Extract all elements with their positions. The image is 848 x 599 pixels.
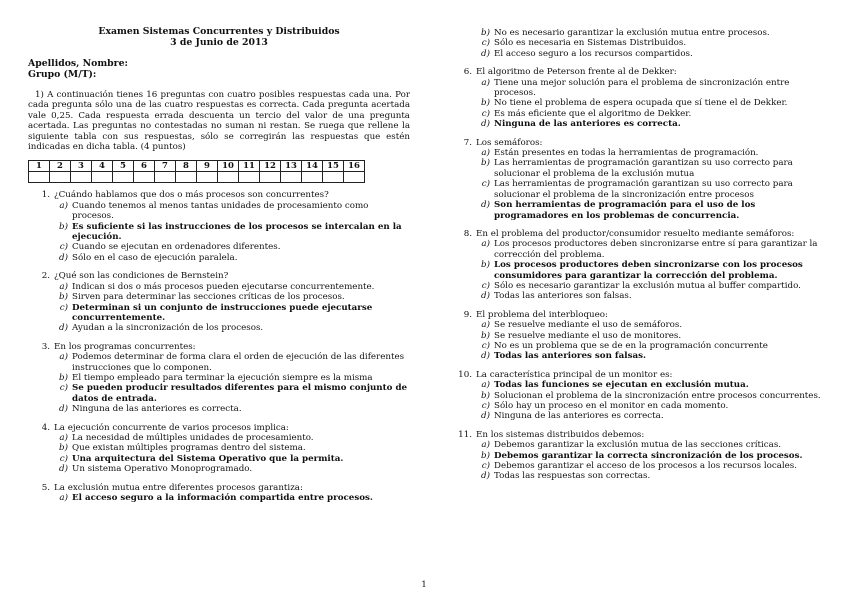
answer-option: [476, 98, 822, 108]
answer-option: [476, 331, 822, 341]
question-continuation: [450, 28, 822, 59]
question: [28, 342, 410, 415]
option-label: a): [481, 320, 490, 331]
answer-option: [54, 373, 410, 383]
answer-table-header-cell: 8: [176, 161, 197, 172]
apellidos-label: Apellidos, Nombre:: [28, 58, 128, 69]
answer-cell[interactable]: [239, 172, 260, 183]
question-text: En los programas concurrentes:: [54, 341, 196, 352]
question: [28, 483, 410, 504]
answer-option: [54, 454, 410, 464]
question-text: El problema del interbloqueo:: [476, 309, 608, 320]
question-number: 6.: [463, 67, 472, 78]
option-text: Los procesos productores deben sincronizarse entre sí para garantizar la corrección del problema.: [494, 239, 818, 260]
answer-option: [54, 493, 410, 503]
correct-option-text: Debemos garantizar la correcta sincronización de los procesos.: [494, 450, 803, 461]
option-text: Todas las anteriores son falsas.: [494, 291, 632, 302]
answer-cell[interactable]: [176, 172, 197, 183]
option-list: [476, 380, 822, 422]
option-text: Es más eficiente que el algoritmo de Dekker.: [494, 108, 692, 119]
option-text: Podemos determinar de forma clara el orden de ejecución de las diferentes instrucciones que lo componen.: [72, 352, 405, 373]
option-text: La necesidad de múltiples unidades de procesamiento.: [72, 432, 314, 443]
option-list: [54, 352, 410, 414]
option-label: c): [59, 242, 68, 253]
answer-table-header-cell: 16: [344, 161, 365, 172]
answer-cell[interactable]: [281, 172, 302, 183]
option-text: Sólo en el caso de ejecución paralela.: [72, 252, 238, 263]
correct-option-text: Se pueden producir resultados diferentes para el mismo conjunto de datos de entrada.: [72, 383, 408, 404]
answer-option: [54, 201, 410, 222]
answer-option: [476, 391, 822, 401]
option-label: b): [481, 98, 490, 109]
option-label: b): [59, 372, 68, 383]
question: [450, 370, 822, 422]
answer-option: [476, 179, 822, 200]
answer-option: [476, 440, 822, 450]
answer-option: [476, 158, 822, 179]
option-label: a): [481, 77, 490, 88]
option-list: [54, 282, 410, 334]
option-label: c): [481, 179, 490, 190]
answer-option: [54, 303, 410, 324]
option-label: a): [481, 380, 490, 391]
option-text: El acceso seguro a los recursos compartidos.: [494, 48, 693, 59]
correct-option-text: Los procesos productores deben sincronizarse con los procesos consumidores para garantizar la corrección del problema.: [494, 260, 803, 281]
answer-table-input-row: [29, 172, 365, 183]
question: [450, 67, 822, 129]
right-column: [450, 28, 822, 482]
answer-table-header-cell: 6: [134, 161, 155, 172]
answer-table-header-cell: 11: [239, 161, 260, 172]
option-label: c): [59, 383, 68, 394]
question-number: 11.: [458, 429, 472, 440]
answer-option: [54, 383, 410, 404]
option-text: Indican si dos o más procesos pueden ejecutarse concurrentemente.: [72, 281, 375, 292]
question-text: ¿Cuándo hablamos que dos o más procesos son concurrentes?: [54, 190, 329, 201]
correct-option-text: Todas las funciones se ejecutan en exclusión mutua.: [494, 380, 749, 391]
left-column: [28, 26, 410, 503]
answer-option: [476, 119, 822, 129]
answer-option: [476, 200, 822, 221]
option-label: c): [481, 401, 490, 411]
answer-option: [476, 78, 822, 99]
question-number: 10.: [458, 369, 472, 380]
option-label: a): [59, 432, 68, 443]
answer-option: [54, 433, 410, 443]
option-label: a): [59, 352, 68, 363]
option-label: a): [59, 200, 68, 211]
option-list: [54, 201, 410, 263]
answer-table-header-cell: 7: [155, 161, 176, 172]
answer-cell[interactable]: [155, 172, 176, 183]
answer-option: [476, 239, 822, 260]
question-number: 7.: [463, 137, 472, 148]
option-label: d): [481, 48, 490, 59]
option-text: Debemos garantizar la exclusión mutua de las secciones críticas.: [494, 440, 782, 451]
option-text: Ayudan a la sincronización de los procesos.: [72, 323, 264, 334]
answer-option: [54, 253, 410, 263]
option-label: b): [481, 330, 490, 341]
option-label: a): [59, 493, 68, 503]
answer-cell[interactable]: [71, 172, 92, 183]
question-stem: [28, 342, 410, 352]
option-list: [476, 78, 822, 130]
answer-option: [476, 49, 822, 59]
option-text: Que existan múltiples programas dentro del sistema.: [72, 443, 306, 454]
answer-table-header-cell: 4: [92, 161, 113, 172]
option-label: c): [481, 108, 490, 119]
answer-table-header-cell: 1: [29, 161, 50, 172]
answer-table-header-cell: 12: [260, 161, 281, 172]
answer-table-header-cell: 2: [50, 161, 71, 172]
question-number: 2.: [41, 271, 50, 282]
question-number: 3.: [41, 341, 50, 352]
option-text: Ninguna de las anteriores es correcta.: [494, 411, 664, 422]
question-text: Los semáforos:: [476, 137, 543, 148]
option-label: b): [481, 158, 490, 169]
question: [28, 271, 410, 333]
answer-table-header-cell: 3: [71, 161, 92, 172]
question: [28, 190, 410, 263]
answer-option: [476, 461, 822, 471]
answer-option: [476, 260, 822, 281]
answer-option: [54, 443, 410, 453]
answer-table-header-cell: 10: [218, 161, 239, 172]
option-label: a): [481, 148, 490, 159]
question-text: En los sistemas distribuidos debemos:: [476, 429, 645, 440]
answer-option: [54, 352, 410, 373]
question-stem: [28, 190, 410, 200]
option-text: Debemos garantizar el acceso de los procesos a los recursos locales.: [494, 461, 798, 472]
answer-cell[interactable]: [260, 172, 281, 183]
question-stem: [28, 271, 410, 281]
question-text: La característica principal de un monitor es:: [476, 369, 673, 380]
option-text: Las herramientas de programación garantizan su uso correcto para solucionar el problema de la sincronización entre procesos: [494, 179, 793, 200]
option-list: [476, 239, 822, 301]
question-number: 8.: [463, 228, 472, 239]
question-text: En el problema del productor/consumidor resuelto mediante semáforos:: [476, 228, 795, 239]
answer-option: [476, 28, 822, 38]
option-text: Cuando se ejecutan en ordenadores diferentes.: [72, 242, 281, 253]
answer-option: [54, 404, 410, 414]
answer-cell[interactable]: [29, 172, 50, 183]
option-text: Las herramientas de programación garantizan su uso correcto para solucionar el problema de la exclusión mutua: [494, 158, 793, 179]
option-text: No tiene el problema de espera ocupada que sí tiene el de Dekker.: [494, 98, 788, 109]
option-text: Tiene una mejor solución para el problema de sincronización entre procesos.: [494, 77, 790, 99]
answer-option: [476, 351, 822, 361]
question: [450, 138, 822, 221]
correct-option-text: Determinan si un conjunto de instrucciones puede ejecutarse concurrentemente.: [72, 302, 373, 323]
question-stem: [450, 229, 822, 239]
option-label: d): [481, 119, 490, 130]
option-label: b): [481, 260, 490, 271]
option-label: d): [59, 464, 68, 475]
question: [450, 430, 822, 482]
option-label: d): [59, 252, 68, 263]
answer-cell[interactable]: [113, 172, 134, 183]
correct-option-text: Es suficiente si las instrucciones de los procesos se intercalan en la ejecución.: [72, 221, 402, 243]
option-label: c): [481, 340, 490, 351]
question-number: 5.: [41, 482, 50, 493]
option-label: c): [59, 302, 68, 313]
option-text: Sólo es necesaria en Sistemas Distribuidos.: [494, 38, 687, 49]
exam-title: Examen Sistemas Concurrentes y Distribuidos: [98, 26, 340, 37]
question-stem: [28, 483, 410, 493]
correct-option-text: Una arquitectura del Sistema Operativo que la permita.: [72, 453, 344, 464]
page-number: 1: [421, 580, 427, 590]
option-label: d): [481, 411, 490, 422]
option-label: b): [481, 450, 490, 461]
answer-option: [476, 411, 822, 421]
answer-table-header-cell: 13: [281, 161, 302, 172]
answer-table-header-cell: 5: [113, 161, 134, 172]
option-label: c): [481, 38, 490, 49]
question-stem: [450, 310, 822, 320]
option-list: [54, 493, 410, 503]
answer-option: [476, 401, 822, 411]
option-text: Un sistema Operativo Monoprogramado.: [72, 464, 253, 475]
option-list: [476, 440, 822, 482]
question: [450, 229, 822, 302]
answer-cell[interactable]: [302, 172, 323, 183]
option-label: b): [481, 390, 490, 401]
question-stem: [450, 430, 822, 440]
question-stem: [450, 138, 822, 148]
question: [450, 310, 822, 362]
option-text: Cuando tenemos al menos tantas unidades de procesamiento como procesos.: [72, 200, 369, 222]
question-text: ¿Qué son las condiciones de Bernstein?: [54, 271, 229, 282]
answer-cell[interactable]: [134, 172, 155, 183]
answer-cell[interactable]: [50, 172, 71, 183]
option-label: a): [59, 281, 68, 292]
correct-option-text: Ninguna de las anteriores es correcta.: [494, 119, 681, 130]
option-label: b): [481, 28, 490, 38]
option-label: d): [481, 351, 490, 362]
answer-option: [54, 222, 410, 243]
answer-option: [476, 109, 822, 119]
question-number: 9.: [463, 309, 472, 320]
answer-cell[interactable]: [323, 172, 344, 183]
answer-option: [476, 471, 822, 481]
answer-option: [476, 38, 822, 48]
option-text: No es un problema que se de en la programación concurrente: [494, 340, 768, 351]
option-text: Sólo es necesario garantizar la exclusión mutua al buffer compartido.: [494, 280, 801, 291]
answer-option: [476, 281, 822, 291]
option-text: Se resuelve mediante el uso de semáforos.: [494, 320, 683, 331]
option-label: d): [481, 291, 490, 302]
correct-option-text: Todas las anteriores son falsas.: [494, 351, 647, 362]
option-label: b): [59, 221, 68, 232]
exam-date: 3 de Junio de 2013: [170, 37, 268, 48]
correct-option-text: Son herramientas de programación para el uso de los programadores en los problemas de concurrencia.: [494, 200, 756, 221]
option-label: a): [481, 440, 490, 451]
option-label: d): [59, 323, 68, 334]
option-text: Se resuelve mediante el uso de monitores.: [494, 330, 682, 341]
option-label: c): [59, 453, 68, 464]
answer-table: [28, 160, 365, 183]
option-list: [476, 320, 822, 362]
question-text: La ejecución concurrente de varios procesos implica:: [54, 422, 289, 433]
answer-option: [476, 148, 822, 158]
answer-option: [476, 451, 822, 461]
answer-option: [54, 323, 410, 333]
option-label: a): [481, 239, 490, 250]
question-stem: [28, 423, 410, 433]
question-stem: [450, 67, 822, 77]
intro-paragraph: 1) A continuación tienes 16 preguntas con cuatro posibles respuestas cada una. Por cada pregunta sólo una de las cuatro respuestas es correcta. Cada pregunta acertada vale 0,25. Cada respuesta errada descuenta un tercio del valor de una pregunta acertada. Las preguntas no contestadas no suman ni restan. Se ruega que rellene la siguiente tabla con sus respuestas, sólo se corregirán las respuestas que estén indicadas en dicha tabla. (4 puntos): [28, 90, 410, 153]
option-text: Sirven para determinar las secciones críticas de los procesos.: [72, 292, 345, 303]
option-label: d): [481, 471, 490, 482]
answer-cell[interactable]: [218, 172, 239, 183]
answer-option: [54, 464, 410, 474]
answer-table-header-cell: 14: [302, 161, 323, 172]
answer-cell[interactable]: [344, 172, 365, 183]
question-text: La exclusión mutua entre diferentes procesos garantiza:: [54, 482, 303, 493]
question-number: 4.: [41, 422, 50, 433]
option-label: d): [59, 404, 68, 415]
option-list: [476, 28, 822, 59]
answer-cell[interactable]: [197, 172, 218, 183]
answer-option: [54, 242, 410, 252]
answer-option: [476, 291, 822, 301]
answer-option: [476, 380, 822, 390]
grupo-label: Grupo (M/T):: [28, 69, 97, 80]
option-text: Ninguna de las anteriores es correcta.: [72, 404, 242, 415]
answer-table-header-cell: 15: [323, 161, 344, 172]
option-label: b): [59, 292, 68, 303]
answer-table-header-row: [29, 161, 365, 172]
question: [28, 423, 410, 475]
option-list: [54, 433, 410, 475]
option-text: No es necesario garantizar la exclusión mutua entre procesos.: [494, 28, 770, 38]
answer-option: [476, 320, 822, 330]
question-text: El algoritmo de Peterson frente al de Dekker:: [476, 67, 677, 78]
option-label: b): [59, 443, 68, 454]
left-questions: [28, 190, 410, 503]
answer-option: [54, 282, 410, 292]
option-label: c): [481, 280, 490, 291]
option-text: Están presentes en todas la herramientas de programación.: [494, 148, 759, 159]
option-label: d): [481, 200, 490, 211]
option-text: Sólo hay un proceso en el monitor en cada momento.: [494, 401, 729, 411]
answer-option: [476, 341, 822, 351]
answer-cell[interactable]: [92, 172, 113, 183]
option-label: c): [481, 461, 490, 472]
option-text: Solucionan el problema de la sincronización entre procesos concurrentes.: [494, 390, 821, 401]
answer-table-header-cell: 9: [197, 161, 218, 172]
option-list: [476, 148, 822, 221]
option-text: Todas las respuestas son correctas.: [494, 471, 651, 482]
option-text: El tiempo empleado para terminar la ejecución siempre es la misma: [72, 372, 373, 383]
question-stem: [450, 370, 822, 380]
question-number: 1.: [41, 190, 50, 201]
answer-option: [54, 292, 410, 302]
correct-option-text: El acceso seguro a la información compartida entre procesos.: [72, 493, 373, 503]
